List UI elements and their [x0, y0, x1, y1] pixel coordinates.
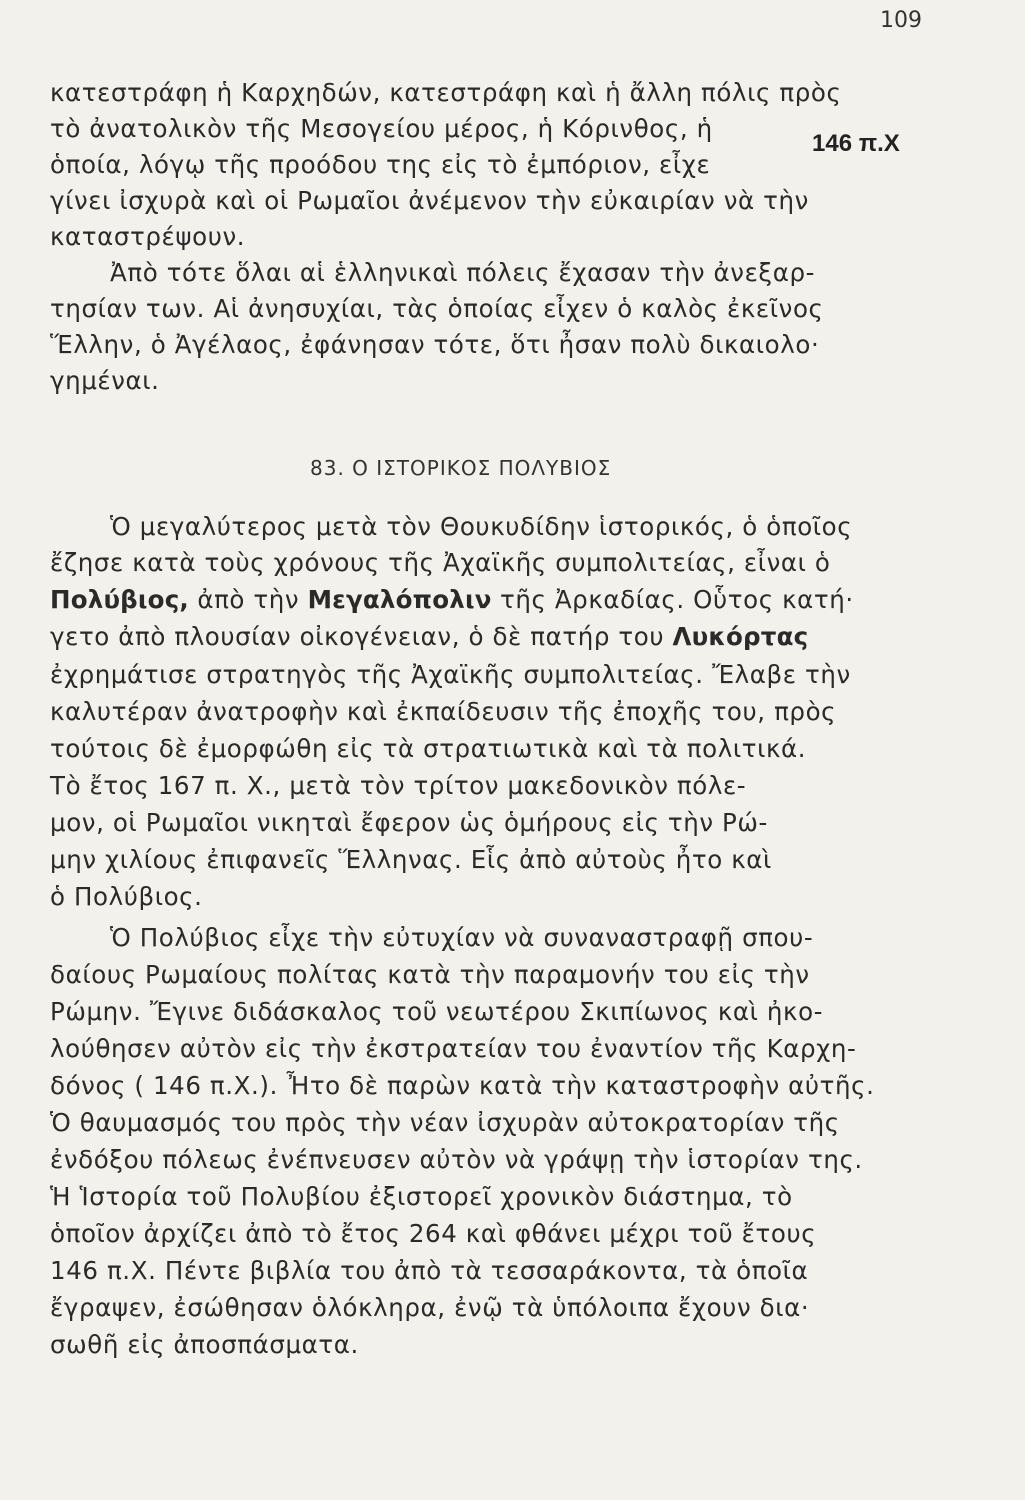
text-line: καλυτέραν ἀνατροφὴν καὶ ἐκπαίδευσιν τῆς ἐποχῆς του, πρὸς	[50, 697, 837, 726]
text-line: λούθησεν αὐτὸν εἰς τὴν ἐκστρατείαν του ἐναντίον τῆς Καρχη-	[50, 1034, 857, 1063]
text-line: γημέναι.	[50, 366, 160, 395]
text-line: Πολύβιος, ἀπὸ τὴν Μεγαλόπολιν τῆς Ἀρκαδίας. Οὗτος κατή·	[50, 585, 854, 614]
text-line: τησίαν των. Αἱ ἀνησυχίαι, τὰς ὁποίας εἶχεν ὁ καλὸς ἐκεῖνος	[50, 294, 824, 323]
text-line: ὁ Πολύβιος.	[50, 882, 203, 911]
text-line: Ἡ Ἱστορία τοῦ Πολυβίου ἐξιστορεῖ χρονικὸν διάστημα, τὸ	[50, 1182, 793, 1211]
text-line: ὁποῖον ἀρχίζει ἀπὸ τὸ ἔτος 264 καὶ φθάνει μέχρι τοῦ ἔτους	[50, 1219, 817, 1248]
text-line: Ρώμην. Ἔγινε διδάσκαλος τοῦ νεωτέρου Σκιπίωνος καὶ ἠκο-	[50, 997, 824, 1026]
text-line: γίνει ἰσχυρὰ καὶ οἱ Ρωμαῖοι ἀνέμενον τὴν εὐκαιρίαν νὰ τὴν	[50, 186, 809, 215]
text-line: δόνος ( 146 π.Χ.). Ἦτο δὲ παρὼν κατὰ τὴν καταστροφὴν αὐτῆς.	[50, 1071, 875, 1100]
text-line: 146 π.Χ. Πέντε βιβλία του ἀπὸ τὰ τεσσαράκοντα, τὰ ὁποῖα	[50, 1256, 809, 1285]
text-line: καταστρέψουν.	[50, 222, 246, 251]
text-line: ἔζησε κατὰ τοὺς χρόνους τῆς Ἀχαϊκῆς συμπολιτείας, εἶναι ὁ	[50, 548, 831, 577]
text-line: τούτοις δὲ ἐμορφώθη εἰς τὰ στρατιωτικὰ καὶ τὰ πολιτικά.	[50, 734, 807, 763]
text-line: ἔγραψεν, ἐσώθησαν ὁλόκληρα, ἐνῷ τὰ ὑπόλοιπα ἔχουν δια·	[50, 1293, 810, 1322]
text-line: μον, οἱ Ρωμαῖοι νικηταὶ ἔφερον ὡς ὁμήρους εἰς τὴν Ρώ-	[50, 808, 768, 837]
text-line: σωθῆ εἰς ἀποσπάσματα.	[50, 1330, 359, 1359]
text-line: ἐχρημάτισε στρατηγὸς τῆς Ἀχαϊκῆς συμπολιτείας. Ἔλαβε τὴν	[50, 660, 851, 689]
name-lykortas: Λυκόρτας	[672, 622, 809, 651]
text-line: Ὁ μεγαλύτερος μετὰ τὸν Θουκυδίδην ἱστορικός, ὁ ὁποῖος	[110, 512, 853, 541]
text-line: Ἕλλην, ὁ Ἀγέλαος, ἐφάνησαν τότε, ὅτι ἦσαν πολὺ δικαιολο·	[50, 330, 820, 359]
text-line: Ὁ θαυμασμός του πρὸς τὴν νέαν ἰσχυρὰν αὐτοκρατορίαν τῆς	[50, 1108, 840, 1137]
text-line: ὁποία, λόγῳ τῆς προόδου της εἰς τὸ ἐμπόριον, εἶχε	[50, 150, 711, 179]
text-line: γετο ἀπὸ πλουσίαν οἰκογένειαν, ὁ δὲ πατήρ του Λυκόρτας	[50, 622, 809, 651]
text-line: μην χιλίους ἐπιφανεῖς Ἕλληνας. Εἷς ἀπὸ αὐτοὺς ἦτο καὶ	[50, 845, 772, 874]
text-line: δαίους Ρωμαίους πολίτας κατὰ τὴν παραμονήν του εἰς τὴν	[50, 960, 810, 989]
page-number: 109	[880, 8, 922, 33]
name-megalopolis: Μεγαλόπολιν	[307, 585, 492, 614]
text-line: Ὁ Πολύβιος εἶχε τὴν εὐτυχίαν νὰ συναναστραφῇ σπου-	[110, 923, 814, 952]
margin-note-date: 146 π.Χ	[812, 130, 900, 157]
text-line: ἐνδόξου πόλεως ἐνέπνευσεν αὐτὸν νὰ γράψῃ τὴν ἱστορίαν της.	[50, 1145, 863, 1174]
text-line: Ἀπὸ τότε ὅλαι αἱ ἑλληνικαὶ πόλεις ἔχασαν τὴν ἀνεξαρ-	[110, 258, 816, 287]
section-heading: 83. Ο ΙΣΤΟΡΙΚΟΣ ΠΟΛΥΒΙΟΣ	[310, 456, 612, 480]
name-polybius: Πολύβιος,	[50, 585, 189, 614]
text-line: κατεστράφη ἡ Καρχηδών, κατεστράφη καὶ ἡ ἄλλη πόλις πρὸς	[50, 78, 842, 107]
text-line: Τὸ ἔτος 167 π. Χ., μετὰ τὸν τρίτον μακεδονικὸν πόλε-	[50, 771, 747, 800]
text-line: τὸ ἀνατολικὸν τῆς Μεσογείου μέρος, ἡ Κόρινθος, ἡ	[50, 114, 713, 143]
